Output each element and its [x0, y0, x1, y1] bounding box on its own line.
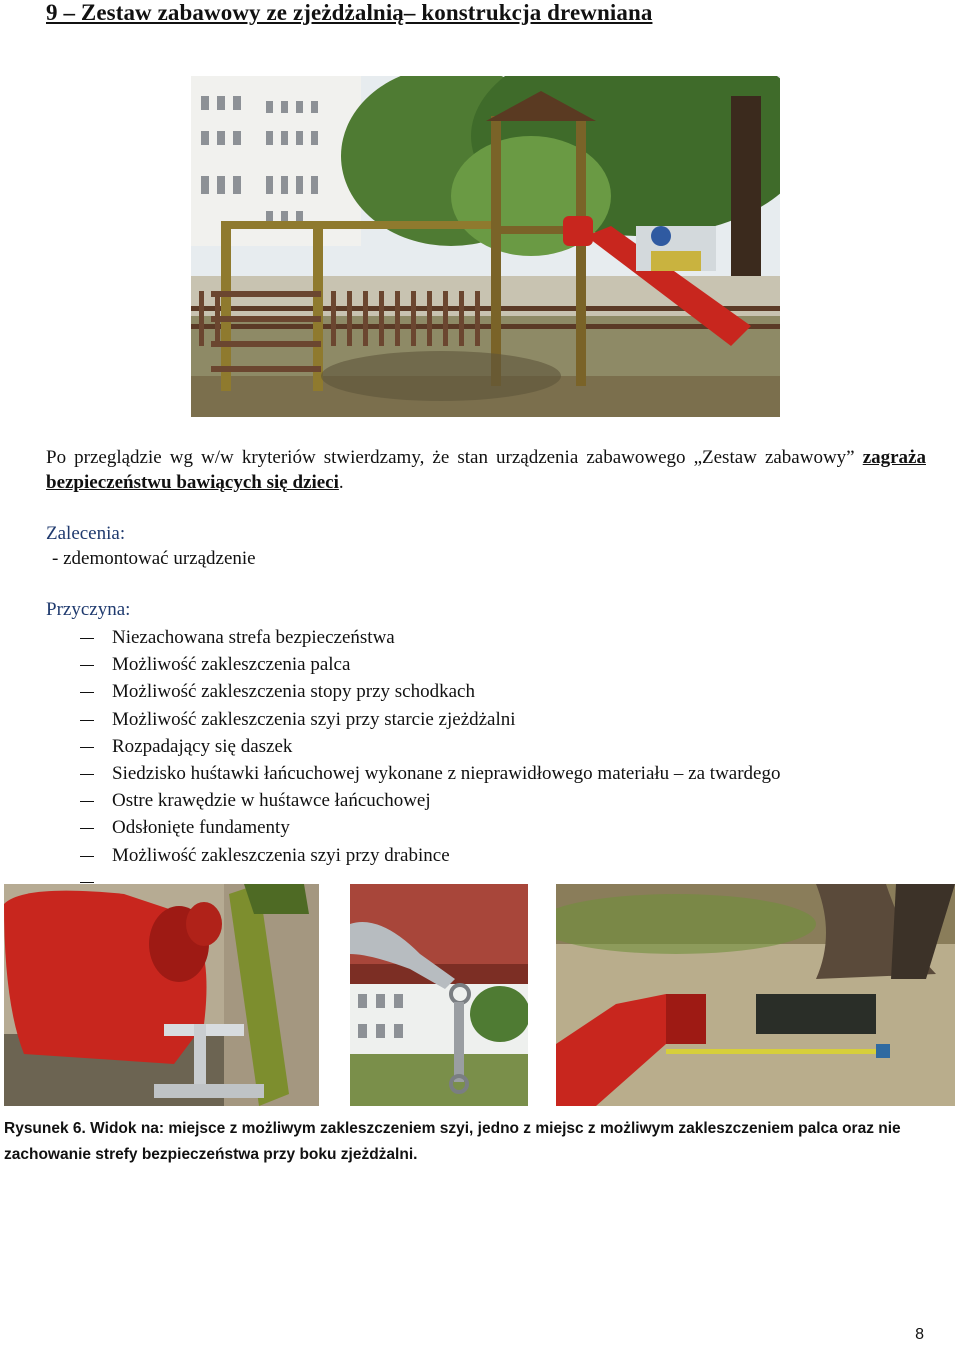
reason-text: Możliwość zakleszczenia stopy przy schodkach	[112, 681, 475, 703]
page-number: 8	[915, 1326, 924, 1343]
list-item	[78, 814, 780, 841]
recommendation-item: - zdemontować urządzenie	[52, 548, 256, 569]
list-item	[78, 733, 780, 760]
chain-swing-hook-photo	[350, 884, 528, 1106]
reason-text: Ostre krawędzie w huśtawce łańcuchowej	[112, 790, 431, 812]
playground-photo	[191, 76, 780, 417]
list-item	[78, 651, 780, 678]
reason-text: Rozpadający się daszek	[112, 735, 293, 757]
caption-text: Widok na: miejsce z możliwym zakleszczeniem szyi, jedno z miejsc z możliwym zakleszczeniem palca oraz nie zachowanie strefy bezpieczeństwa przy boku zjeżdżalni.	[4, 1120, 901, 1163]
assessment-end: .	[338, 472, 344, 493]
stray-dash	[80, 882, 94, 883]
swing-seat-photo	[4, 884, 319, 1106]
reasons-list	[78, 624, 780, 869]
reasons-title: Przyczyna:	[46, 599, 131, 620]
recommendations-title: Zalecenia:	[46, 523, 126, 544]
reason-text: Możliwość zakleszczenia szyi przy starcie zjeżdżalni	[112, 708, 516, 730]
list-item	[78, 706, 780, 733]
section-heading: 9 – Zestaw zabawowy ze zjeżdżalnią– konstrukcja drewniana	[46, 0, 653, 25]
reason-text: Możliwość zakleszczenia palca	[112, 654, 351, 676]
slide-base-photo	[556, 884, 955, 1106]
caption-lead: Rysunek 6.	[4, 1120, 86, 1137]
assessment-emphasis: zagraża bezpieczeństwu bawiących się dzieci	[46, 447, 926, 493]
list-item	[78, 678, 780, 705]
list-item	[78, 787, 780, 814]
reason-text: Siedzisko huśtawki łańcuchowej wykonane z nieprawidłowego materiału – za twardego	[112, 762, 781, 784]
reason-text: Niezachowana strefa bezpieczeństwa	[112, 627, 395, 648]
list-item	[78, 624, 780, 651]
assessment-paragraph	[46, 445, 926, 495]
list-item	[78, 842, 780, 869]
assessment-text: Po przeglądzie wg w/w kryteriów stwierdzamy, że stan urządzenia zabawowego „Zestaw zabawowy”	[46, 447, 863, 468]
reason-text: Możliwość zakleszczenia szyi przy drabince	[112, 844, 450, 866]
reason-text: Odsłonięte fundamenty	[112, 817, 290, 839]
list-item	[78, 760, 780, 787]
figure-caption	[4, 1116, 944, 1168]
